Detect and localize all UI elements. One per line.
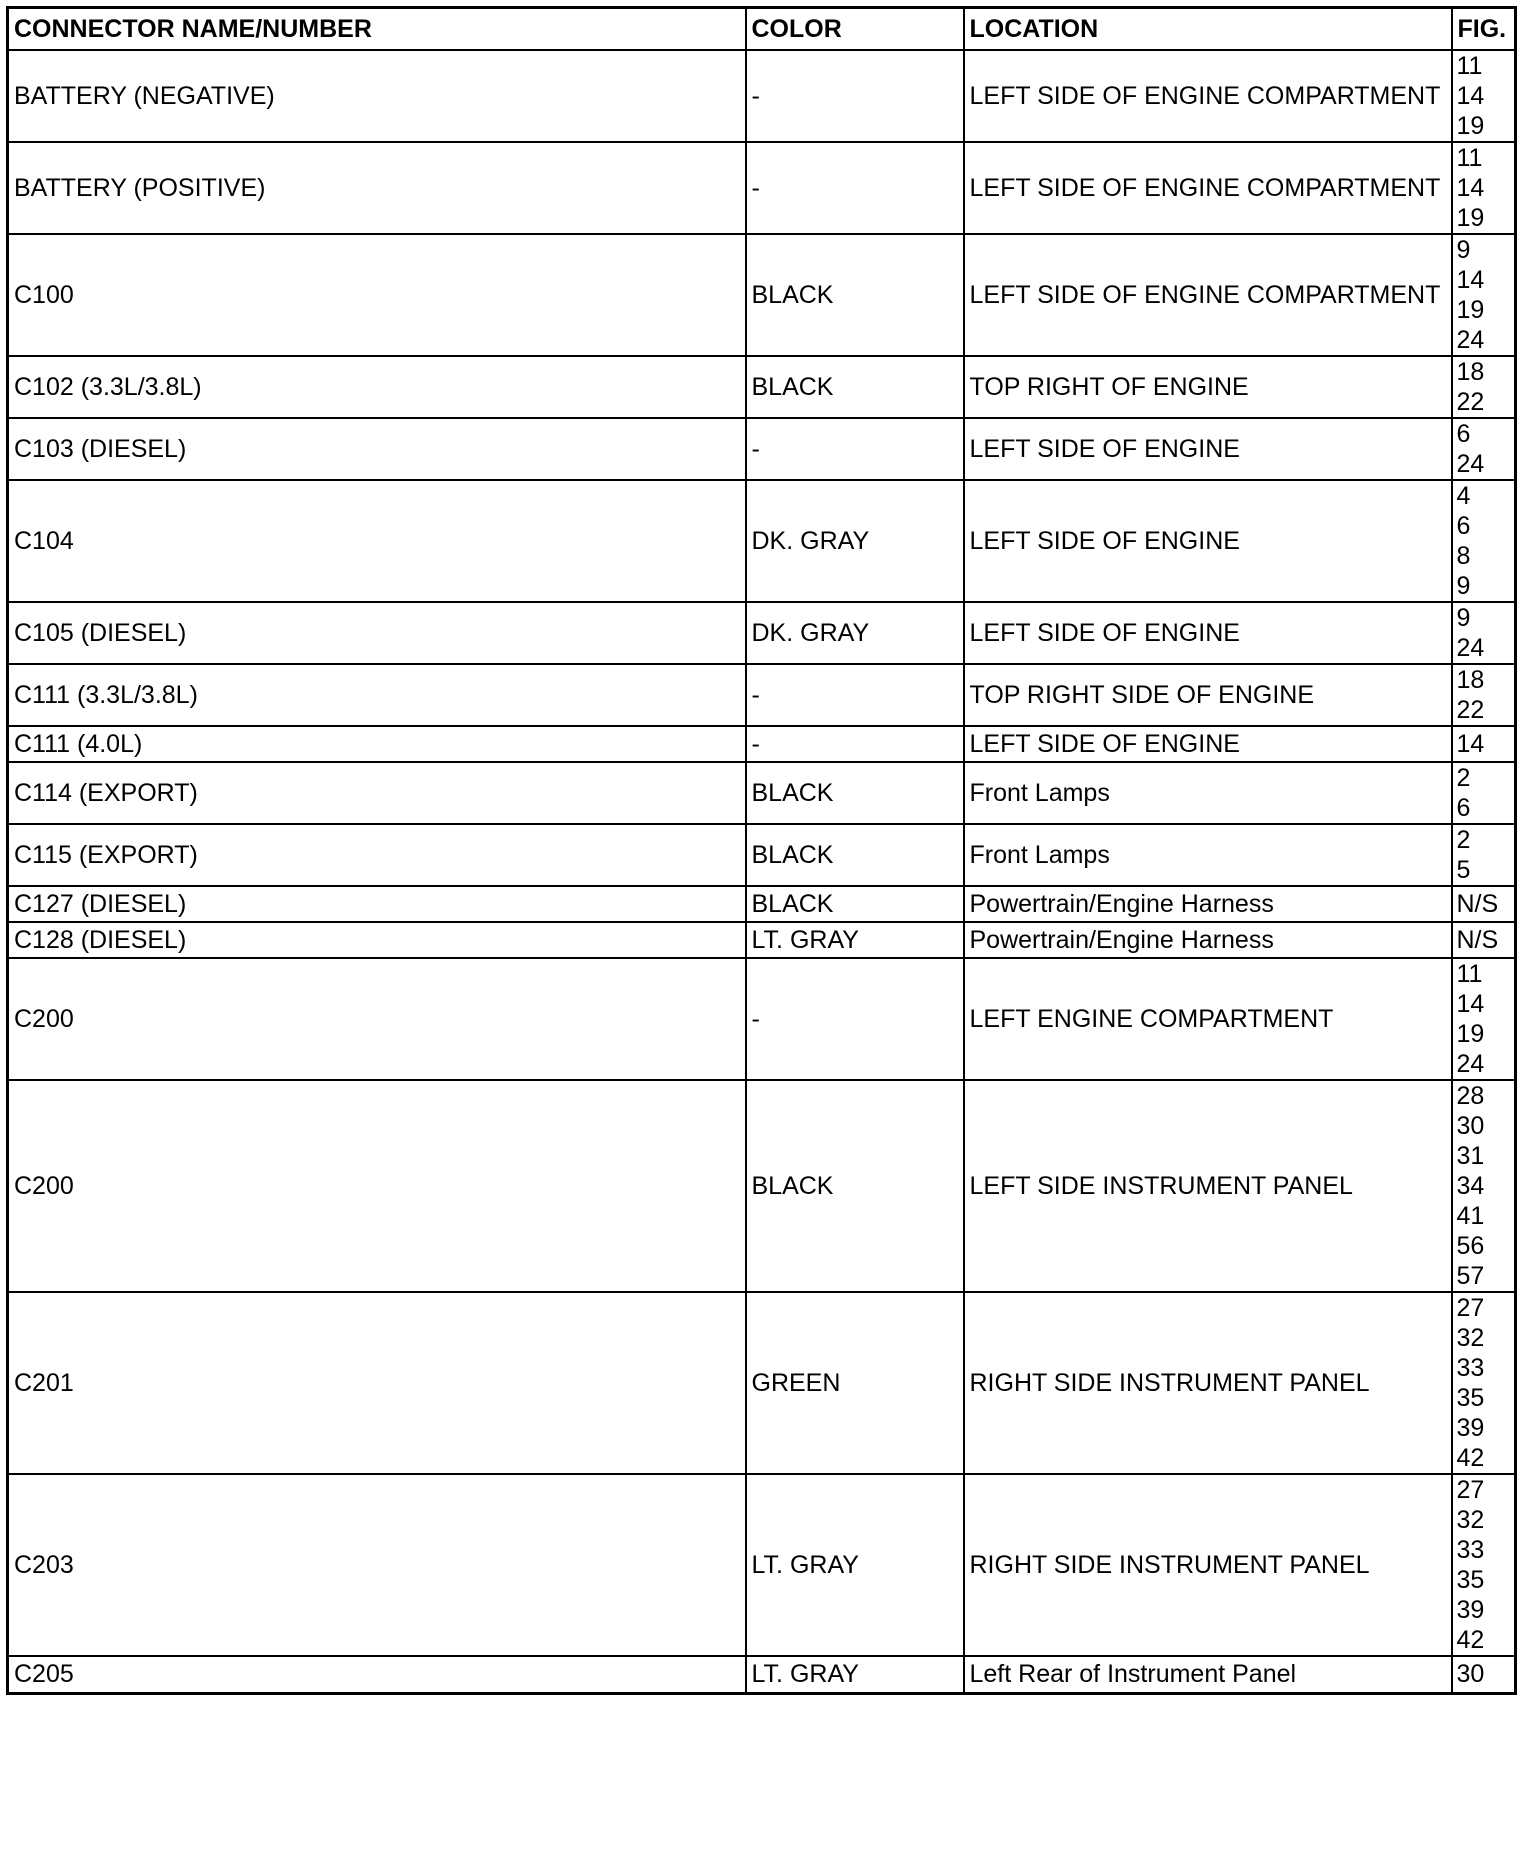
fig-cell	[1452, 1292, 1516, 1474]
fig-number: 27	[1456, 1294, 1485, 1322]
fig-number: 24	[1456, 634, 1485, 662]
table-row	[8, 958, 1516, 1080]
fig-number: 9	[1456, 604, 1471, 632]
fig-number: 9	[1456, 572, 1471, 600]
color-cell: DK. GRAY	[746, 602, 964, 664]
fig-number: 5	[1456, 856, 1471, 884]
table-row	[8, 356, 1516, 418]
table-header	[8, 8, 1516, 51]
color-cell: BLACK	[746, 356, 964, 418]
location-cell: LEFT SIDE OF ENGINE COMPARTMENT	[964, 234, 1452, 356]
fig-number: 57	[1456, 1262, 1485, 1290]
connector-name-cell: BATTERY (NEGATIVE)	[8, 50, 746, 142]
location-cell: RIGHT SIDE INSTRUMENT PANEL	[964, 1474, 1452, 1656]
fig-number: 6	[1456, 794, 1471, 822]
table-row	[8, 664, 1516, 726]
location-cell: LEFT SIDE INSTRUMENT PANEL	[964, 1080, 1452, 1292]
connector-name-cell: C127 (DIESEL)	[8, 886, 746, 922]
table-row	[8, 1474, 1516, 1656]
fig-number: 24	[1456, 450, 1485, 478]
fig-number: 19	[1456, 296, 1485, 324]
fig-number: 6	[1456, 512, 1471, 540]
location-cell: Powertrain/Engine Harness	[964, 922, 1452, 958]
fig-number: 18	[1456, 666, 1485, 694]
fig-cell	[1452, 762, 1516, 824]
color-cell: -	[746, 142, 964, 234]
fig-number: N/S	[1456, 926, 1499, 954]
connector-name-cell: C111 (3.3L/3.8L)	[8, 664, 746, 726]
color-cell: BLACK	[746, 886, 964, 922]
connector-name-cell: C115 (EXPORT)	[8, 824, 746, 886]
connector-name-cell: C200	[8, 958, 746, 1080]
fig-number: 14	[1456, 990, 1485, 1018]
fig-cell	[1452, 1080, 1516, 1292]
color-cell: -	[746, 664, 964, 726]
color-cell: DK. GRAY	[746, 480, 964, 602]
fig-number: 24	[1456, 1050, 1485, 1078]
fig-number: 41	[1456, 1202, 1485, 1230]
fig-number: 19	[1456, 112, 1485, 140]
fig-number: 34	[1456, 1172, 1485, 1200]
fig-number: 33	[1456, 1354, 1485, 1382]
fig-number: 19	[1456, 204, 1485, 232]
fig-number: 4	[1456, 482, 1471, 510]
color-cell: LT. GRAY	[746, 1656, 964, 1693]
color-cell: BLACK	[746, 762, 964, 824]
table-row	[8, 50, 1516, 142]
fig-number: 19	[1456, 1020, 1485, 1048]
fig-number: 30	[1456, 1660, 1485, 1689]
fig-number: 32	[1456, 1506, 1485, 1534]
color-cell: -	[746, 726, 964, 762]
header-fig: FIG.	[1452, 8, 1516, 51]
fig-number: 22	[1456, 696, 1485, 724]
fig-cell	[1452, 142, 1516, 234]
fig-cell	[1452, 602, 1516, 664]
connector-name-cell: BATTERY (POSITIVE)	[8, 142, 746, 234]
color-cell: -	[746, 50, 964, 142]
fig-cell	[1452, 664, 1516, 726]
fig-number: 24	[1456, 326, 1485, 354]
color-cell: LT. GRAY	[746, 922, 964, 958]
connector-name-cell: C100	[8, 234, 746, 356]
connector-location-table	[6, 6, 1517, 1695]
connector-name-cell: C105 (DIESEL)	[8, 602, 746, 664]
location-cell: TOP RIGHT SIDE OF ENGINE	[964, 664, 1452, 726]
fig-number: 14	[1456, 82, 1485, 110]
location-cell: LEFT SIDE OF ENGINE	[964, 602, 1452, 664]
fig-cell	[1452, 356, 1516, 418]
fig-number: 14	[1456, 174, 1485, 202]
connector-table-sheet	[6, 6, 1517, 1695]
header-location: LOCATION	[964, 8, 1452, 51]
fig-cell	[1452, 50, 1516, 142]
color-cell: -	[746, 958, 964, 1080]
location-cell: Powertrain/Engine Harness	[964, 886, 1452, 922]
table-row	[8, 824, 1516, 886]
location-cell: LEFT SIDE OF ENGINE	[964, 418, 1452, 480]
fig-number: 9	[1456, 236, 1471, 264]
table-row	[8, 726, 1516, 762]
location-cell: TOP RIGHT OF ENGINE	[964, 356, 1452, 418]
fig-number: 14	[1456, 730, 1485, 758]
fig-number: 22	[1456, 388, 1485, 416]
fig-number: 42	[1456, 1626, 1485, 1654]
fig-cell	[1452, 886, 1516, 922]
fig-number: N/S	[1456, 890, 1499, 918]
fig-number: 8	[1456, 542, 1471, 570]
fig-cell	[1452, 234, 1516, 356]
location-cell: Left Rear of Instrument Panel	[964, 1656, 1452, 1693]
table-body	[8, 50, 1516, 1693]
connector-name-cell: C114 (EXPORT)	[8, 762, 746, 824]
fig-number: 42	[1456, 1444, 1485, 1472]
table-row	[8, 1656, 1516, 1693]
connector-name-cell: C128 (DIESEL)	[8, 922, 746, 958]
connector-name-cell: C111 (4.0L)	[8, 726, 746, 762]
fig-number: 18	[1456, 358, 1485, 386]
connector-name-cell: C103 (DIESEL)	[8, 418, 746, 480]
header-row	[8, 8, 1516, 51]
fig-number: 14	[1456, 266, 1485, 294]
location-cell: LEFT SIDE OF ENGINE	[964, 480, 1452, 602]
connector-name-cell: C102 (3.3L/3.8L)	[8, 356, 746, 418]
table-row	[8, 142, 1516, 234]
table-row	[8, 234, 1516, 356]
fig-number: 2	[1456, 764, 1471, 792]
connector-name-cell: C200	[8, 1080, 746, 1292]
location-cell: LEFT SIDE OF ENGINE	[964, 726, 1452, 762]
fig-cell	[1452, 1474, 1516, 1656]
table-row	[8, 480, 1516, 602]
header-color: COLOR	[746, 8, 964, 51]
fig-number: 27	[1456, 1476, 1485, 1504]
fig-cell	[1452, 1656, 1516, 1693]
fig-cell	[1452, 922, 1516, 958]
table-row	[8, 1292, 1516, 1474]
fig-number: 11	[1456, 960, 1483, 988]
fig-number: 31	[1456, 1142, 1485, 1170]
fig-number: 11	[1456, 52, 1483, 80]
fig-cell	[1452, 480, 1516, 602]
fig-number: 2	[1456, 826, 1471, 854]
location-cell: RIGHT SIDE INSTRUMENT PANEL	[964, 1292, 1452, 1474]
color-cell: LT. GRAY	[746, 1474, 964, 1656]
location-cell: LEFT SIDE OF ENGINE COMPARTMENT	[964, 142, 1452, 234]
connector-name-cell: C104	[8, 480, 746, 602]
fig-number: 35	[1456, 1384, 1485, 1412]
location-cell: LEFT ENGINE COMPARTMENT	[964, 958, 1452, 1080]
location-cell: Front Lamps	[964, 824, 1452, 886]
fig-number: 35	[1456, 1566, 1485, 1594]
color-cell: GREEN	[746, 1292, 964, 1474]
connector-name-cell: C201	[8, 1292, 746, 1474]
table-row	[8, 1080, 1516, 1292]
fig-number: 28	[1456, 1082, 1485, 1110]
color-cell: BLACK	[746, 234, 964, 356]
fig-number: 39	[1456, 1414, 1485, 1442]
fig-number: 39	[1456, 1596, 1485, 1624]
table-row	[8, 762, 1516, 824]
fig-cell	[1452, 824, 1516, 886]
fig-number: 56	[1456, 1232, 1485, 1260]
table-row	[8, 922, 1516, 958]
table-row	[8, 602, 1516, 664]
fig-number: 33	[1456, 1536, 1485, 1564]
location-cell: Front Lamps	[964, 762, 1452, 824]
connector-name-cell: C205	[8, 1656, 746, 1693]
fig-cell	[1452, 958, 1516, 1080]
fig-cell	[1452, 418, 1516, 480]
fig-cell	[1452, 726, 1516, 762]
location-cell: LEFT SIDE OF ENGINE COMPARTMENT	[964, 50, 1452, 142]
fig-number: 11	[1456, 144, 1483, 172]
color-cell: BLACK	[746, 1080, 964, 1292]
table-row	[8, 886, 1516, 922]
header-connector-name: CONNECTOR NAME/NUMBER	[8, 8, 746, 51]
fig-number: 30	[1456, 1112, 1485, 1140]
fig-number: 6	[1456, 420, 1471, 448]
table-row	[8, 418, 1516, 480]
fig-number: 32	[1456, 1324, 1485, 1352]
connector-name-cell: C203	[8, 1474, 746, 1656]
color-cell: -	[746, 418, 964, 480]
color-cell: BLACK	[746, 824, 964, 886]
